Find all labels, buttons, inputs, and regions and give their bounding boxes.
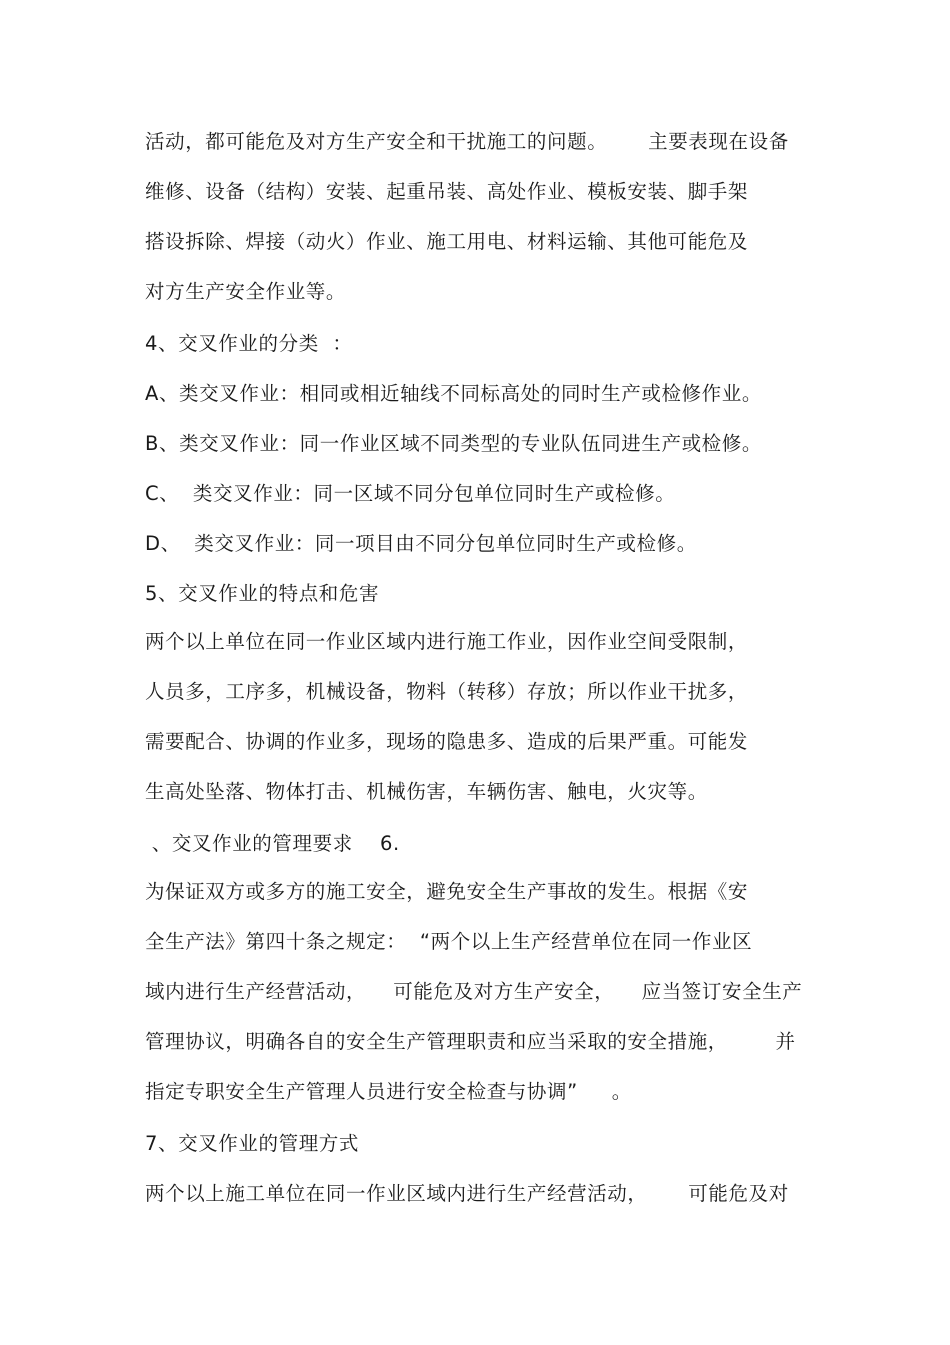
paragraph-line: 人员多，工序多，机械设备，物料（转移）存放；所以作业干扰多，: [145, 680, 749, 703]
paragraph-line: 管理协议，明确各自的安全生产管理职责和应当采取的安全措施， 并: [145, 1030, 796, 1053]
paragraph-line: 需要配合、协调的作业多，现场的隐患多、造成的后果严重。可能发: [145, 730, 749, 753]
paragraph-line: 两个以上施工单位在同一作业区域内进行生产经营活动， 可能危及对: [145, 1182, 789, 1205]
list-item: B、类交叉作业：同一作业区域不同类型的专业队伍同进生产或检修。: [145, 432, 762, 455]
paragraph-line: 为保证双方或多方的施工安全，避免安全生产事故的发生。根据《安: [145, 880, 749, 903]
paragraph-line: 活动，都可能危及对方生产安全和干扰施工的问题。 主要表现在设备: [145, 130, 789, 153]
section-heading: 7、交叉作业的管理方式: [145, 1132, 360, 1155]
paragraph-line: 生高处坠落、物体打击、机械伤害，车辆伤害、触电，火灾等。: [145, 780, 708, 803]
paragraph-line: 全生产法》第四十条之规定： “两个以上生产经营单位在同一作业区: [145, 930, 753, 953]
list-item: C、 类交叉作业：同一区域不同分包单位同时生产或检修。: [145, 482, 676, 505]
list-item: D、 类交叉作业：同一项目由不同分包单位同时生产或检修。: [145, 532, 697, 555]
paragraph-line: 搭设拆除、焊接（动火）作业、施工用电、材料运输、其他可能危及: [145, 230, 749, 253]
paragraph-line: 对方生产安全作业等。: [145, 280, 347, 303]
section-heading: 5、交叉作业的特点和危害: [145, 582, 380, 605]
list-item: A、类交叉作业：相同或相近轴线不同标高处的同时生产或检修作业。: [145, 382, 762, 405]
paragraph-line: 两个以上单位在同一作业区域内进行施工作业，因作业空间受限制，: [145, 630, 749, 653]
paragraph-line: 维修、设备（结构）安装、起重吊装、高处作业、模板安装、脚手架: [145, 180, 749, 203]
section-heading: 4、交叉作业的分类 ：: [145, 332, 353, 355]
paragraph-line: 域内进行生产经营活动， 可能危及对方生产安全， 应当签订安全生产: [145, 980, 803, 1003]
section-heading: 、交叉作业的管理要求 6.: [145, 832, 400, 855]
paragraph-line: 指定专职安全生产管理人员进行安全检查与协调” 。: [145, 1080, 632, 1103]
